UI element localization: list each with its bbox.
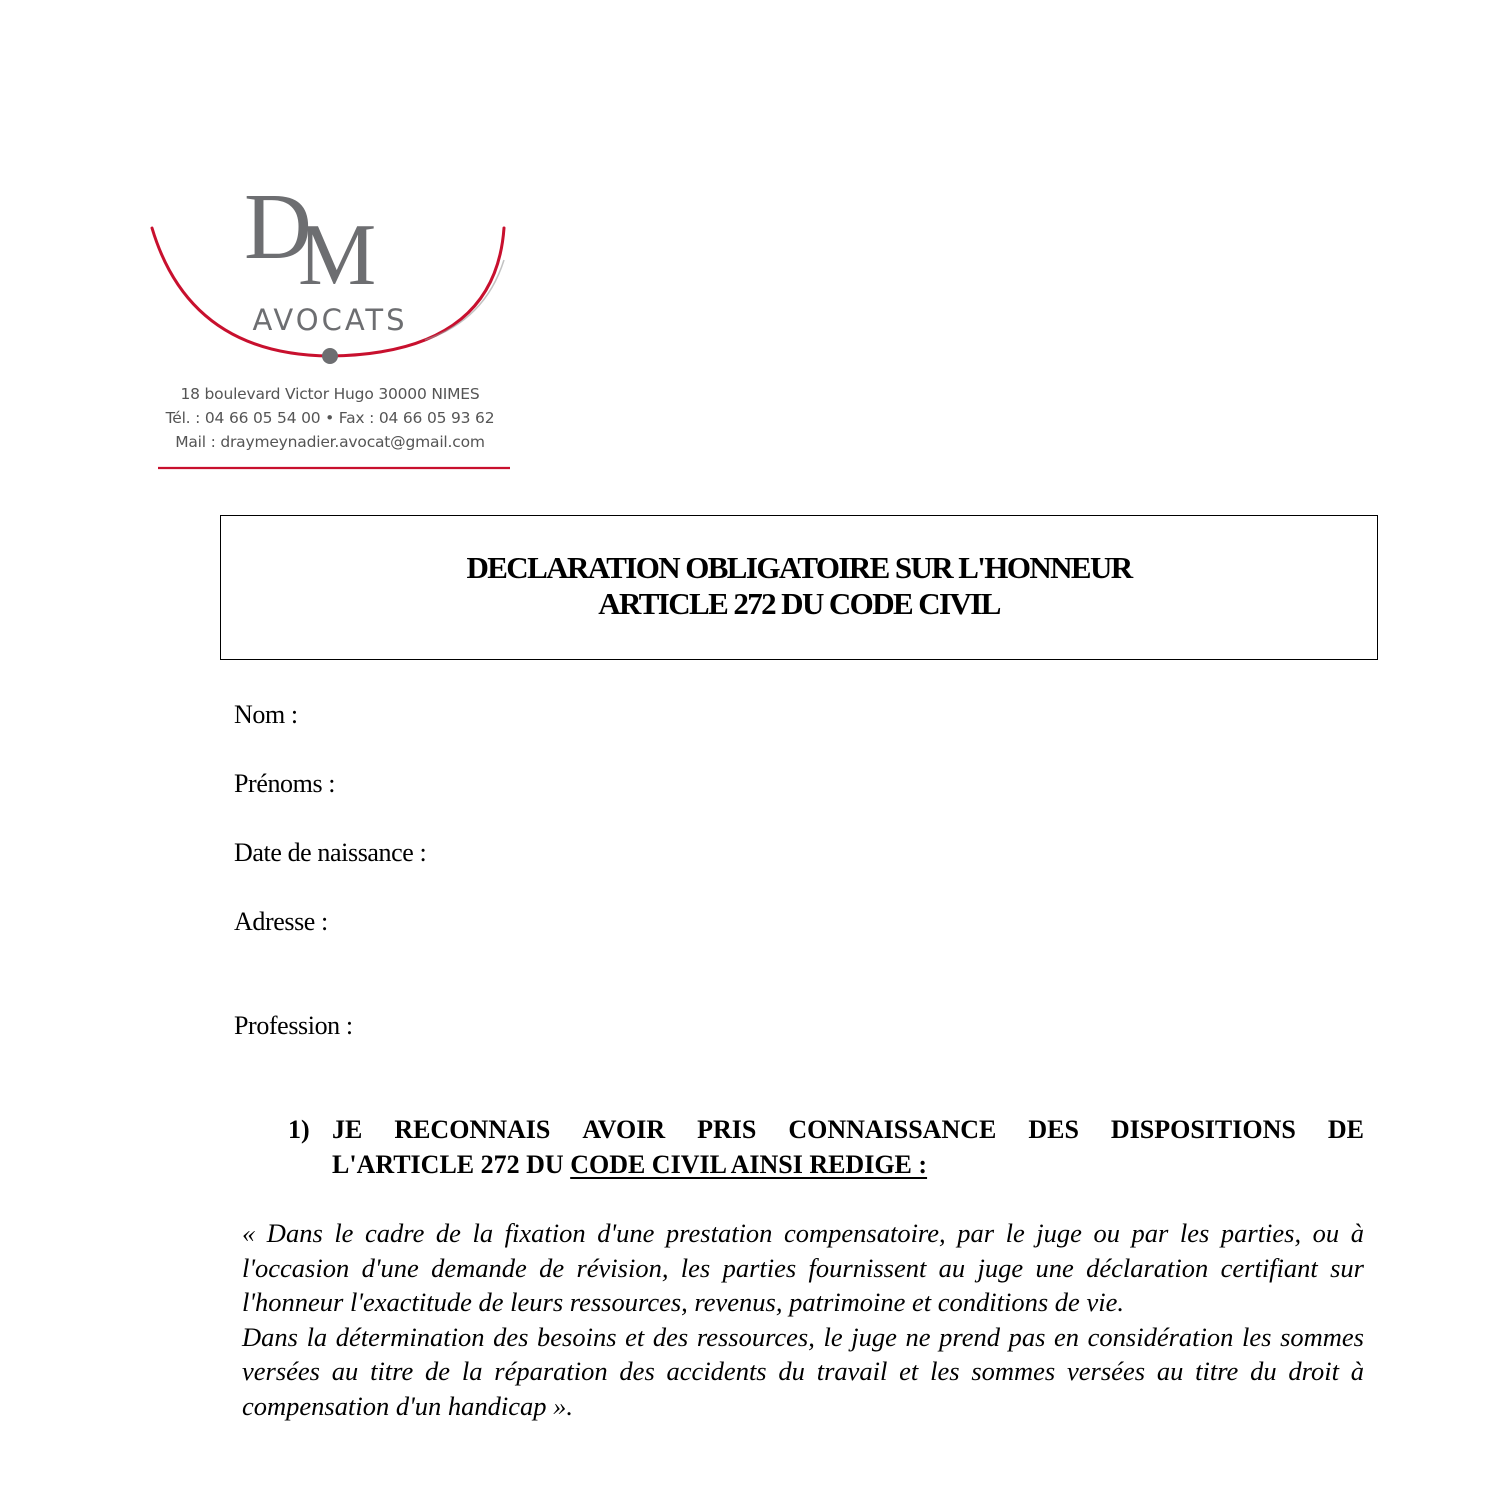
heading-word: DE — [1327, 1115, 1364, 1144]
heading-word: JE — [332, 1115, 363, 1144]
section-1-heading — [288, 1112, 1364, 1182]
title-box — [220, 515, 1378, 660]
section-heading-line-1 — [332, 1112, 1364, 1147]
letterhead — [140, 170, 520, 480]
dm-avocats-logo — [140, 170, 520, 380]
title-line-2: ARTICLE 272 DU CODE CIVIL — [598, 585, 1000, 621]
heading-line2-plain: L'ARTICLE 272 DU — [332, 1150, 564, 1179]
heading-word: PRIS — [697, 1115, 757, 1144]
field-prenoms: Prénoms : — [234, 769, 336, 798]
heading-word: AVOIR — [582, 1115, 666, 1144]
heading-word: CONNAISSANCE — [788, 1115, 997, 1144]
logo-dot — [322, 348, 338, 364]
address-divider — [158, 466, 510, 470]
heading-line2-underlined: CODE CIVIL AINSI REDIGE : — [570, 1150, 928, 1179]
title-line-1: DECLARATION OBLIGATOIRE SUR L'HONNEUR — [466, 549, 1132, 585]
field-profession: Profession : — [234, 1011, 353, 1040]
article-272-quote — [242, 1216, 1364, 1424]
logo-grey-arc — [425, 260, 504, 340]
section-heading-text — [332, 1112, 1364, 1182]
field-adresse: Adresse : — [234, 907, 328, 936]
quote-paragraph-1: « Dans le cadre de la fixation d'une prestation compensatoire, par le juge ou par les parties, ou à l'occasion d'une demande de révision, les parties fournissent au juge une déclaration certifiant sur l'honneur l'exactitude de leurs ressources, revenus, patrimoine et conditions de vie. — [242, 1218, 1364, 1318]
logo-letter-d: D — [244, 175, 312, 279]
address-line: 18 boulevard Victor Hugo 30000 NIMES — [180, 385, 480, 403]
heading-word: DISPOSITIONS — [1110, 1115, 1296, 1144]
mail-line: Mail : draymeynadier.avocat@gmail.com — [175, 433, 485, 451]
field-date-naissance: Date de naissance : — [234, 838, 427, 867]
heading-word: DES — [1028, 1115, 1079, 1144]
field-nom: Nom : — [234, 700, 298, 729]
logo-letter-m: M — [298, 207, 377, 304]
phone-fax-line: Tél. : 04 66 05 54 00 • Fax : 04 66 05 93 62 — [165, 409, 495, 427]
section-heading-line-2 — [332, 1147, 1364, 1182]
quote-paragraph-2: Dans la détermination des besoins et des ressources, le juge ne prend pas en considération les sommes versées au titre de la réparation des accidents du travail et les sommes versées au titre du droit à compensation d'un handicap ». — [242, 1321, 1364, 1421]
heading-word: RECONNAIS — [394, 1115, 551, 1144]
address-block — [140, 382, 520, 454]
logo-avocats-word: AVOCATS — [252, 303, 408, 337]
section-number: 1) — [288, 1115, 310, 1144]
